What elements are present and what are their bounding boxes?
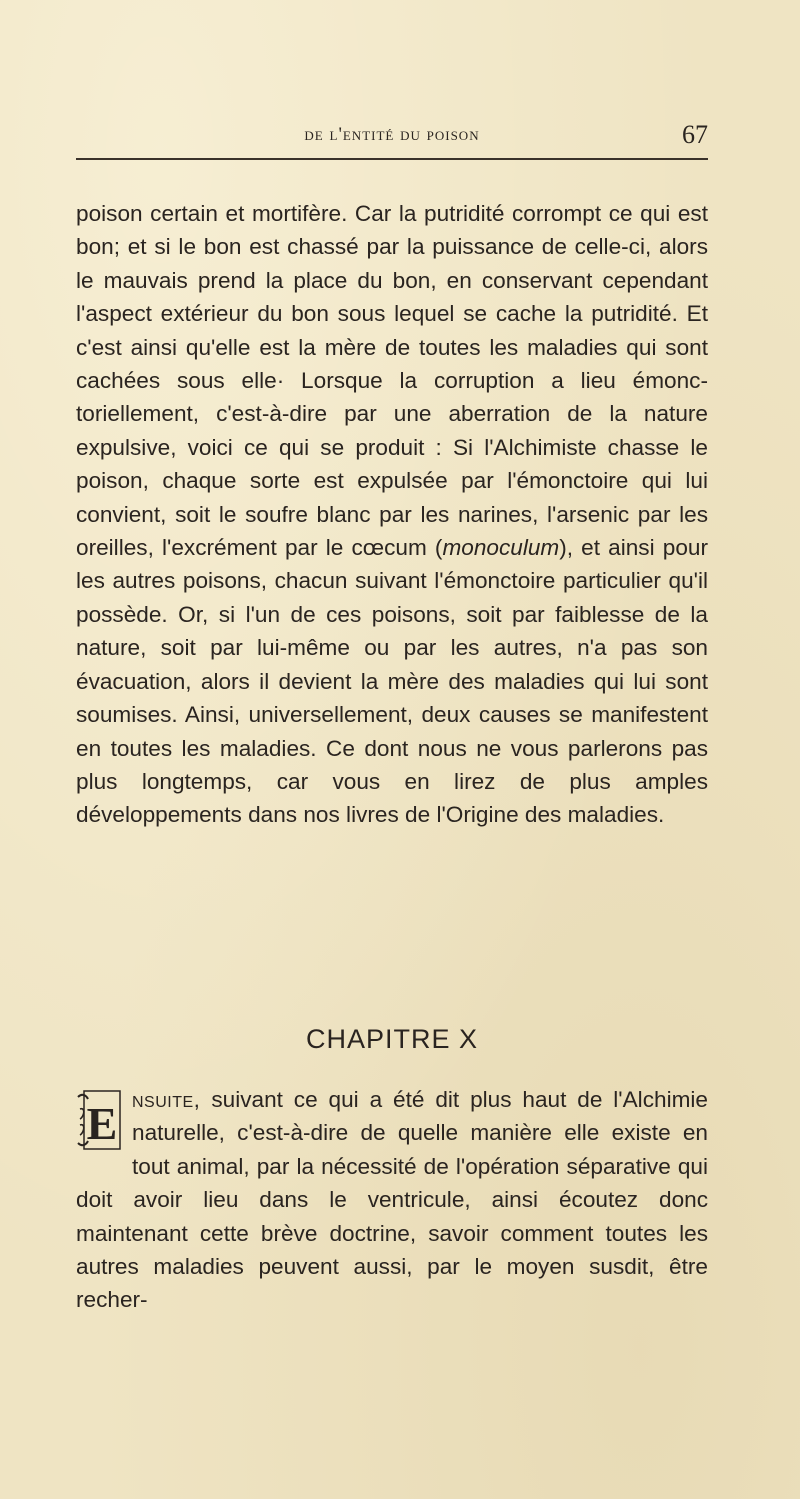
ornamental-letter-icon [76, 1089, 122, 1151]
paragraph-1-text-b: ), et ainsi pour les autres poisons, chacun suivant l'émonctoire particulier qu'il possède. Or, si l'un de ces poisons, soit par faiblesse de la nature, soit par lui-même ou par les autres, n'a pas son évacuation, alors il devient la mère des maladies qui lui sont soumises. Ainsi, universellement, deux causes se manifestent en toutes les maladies. Ce dont nous ne vous parlerons pas plus longtemps, car vous en lirez de plus amples développements dans nos livres de l'Origine des maladies. [76, 535, 708, 828]
decorated-initial [76, 1089, 122, 1151]
running-title: de l'entité du poison [304, 124, 480, 145]
chapter-heading: CHAPITRE X [305, 1024, 479, 1054]
paragraph-1-italic-term: monoculum [442, 535, 560, 561]
dropcap-letter: E [86, 1098, 118, 1149]
running-head [76, 120, 708, 156]
paragraph-2 [76, 1083, 708, 1317]
paragraph-1-text-a: poison certain et mortifère. Car la putridité corrompt ce qui est bon; et si le bon est chassé par la puissance de celle-ci, alors le mauvais prend la place du bon, en conservant cependant l'aspect extérieur du bon sous lequel se cache la putridité. Et c'est ainsi qu'elle est la mère de toutes les maladies qui sont cachées sous elle· Lorsque la corruption a lieu émonctoriellement, c'est-à-dire par une aberration de la nature expulsive, voici ce qui se produit : Si l'Alchimiste chasse le poison, chaque sorte est expulsée par l'émonctoire qui lui convient, soit le soufre blanc par les narines, l'arsenic par les oreilles, l'excrément par le cœcum ( [76, 201, 708, 561]
opening-word: nsuite, [132, 1087, 201, 1112]
page-number: 67 [682, 120, 708, 149]
paragraph-1 [76, 197, 708, 832]
paragraph-2-text: suivant ce qui a été dit plus haut de l'Alchimie naturelle, c'est-à-dire de quelle manière elle existe en tout animal, par la nécessité de l'opération séparative qui doit avoir lieu dans le ventricule, ainsi écoutez donc maintenant cette brève doctrine, savoir comment toutes les autres maladies peuvent aussi, par le moyen susdit, être recher- [76, 1087, 708, 1313]
header-rule [76, 158, 708, 160]
